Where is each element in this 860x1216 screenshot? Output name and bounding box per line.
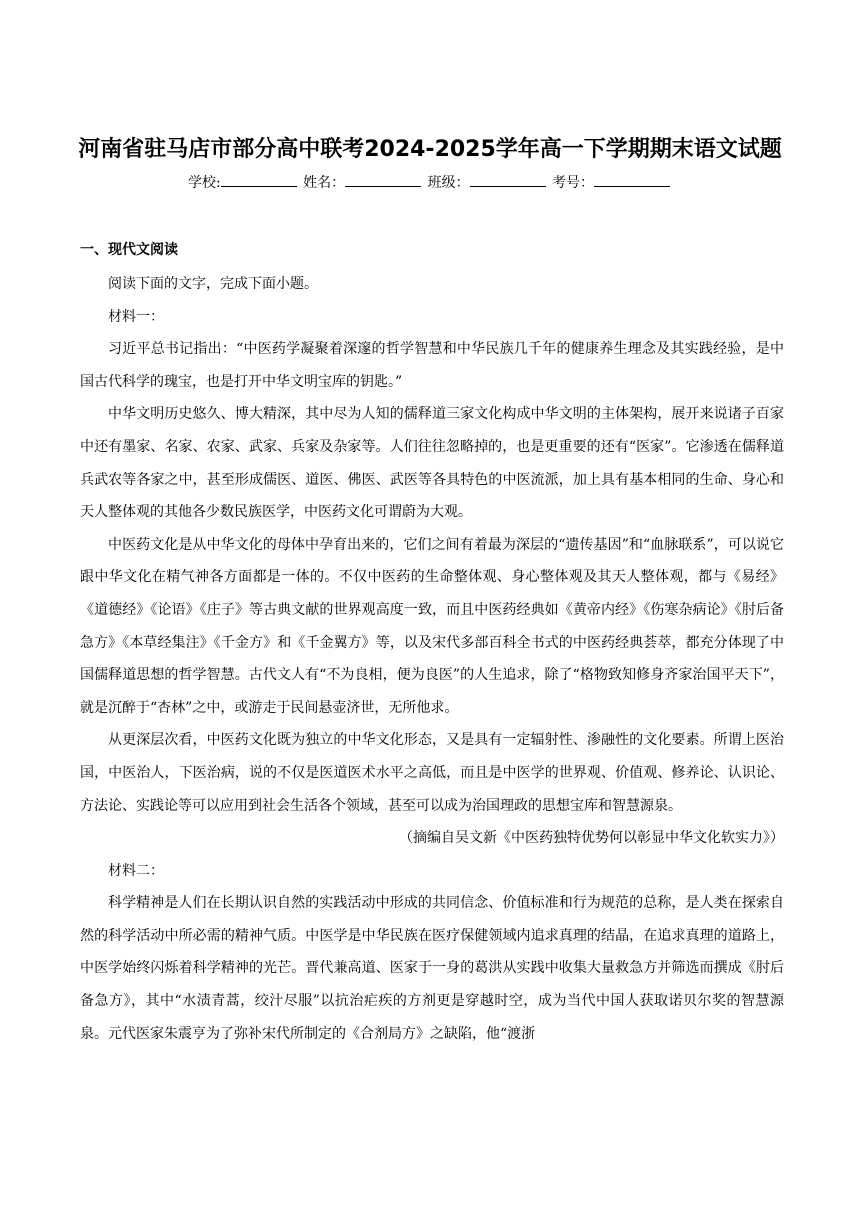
paragraph: 中华文明历史悠久、博大精深，其中尽为人知的儒释道三家文化构成中华文明的主体架构，展开来说诸子百家中还有墨家、名家、农家、武家、兵家及杂家等。人们往往忽略掉的，也是更重要的还有“医家”。它渗透在儒释道兵武农等各家之中，甚至形成儒医、道医、佛医、武医等各具特色的中医流派，加上具有基本相同的生命、身心和天人整体观的其他各少数民族医学，中医药文化可谓蔚为大观。 bbox=[80, 406, 784, 521]
paragraph: 习近平总书记指出：“中医药学凝聚着深邃的哲学智慧和中华民族几千年的健康养生理念及其实践经验，是中国古代科学的瑰宝，也是打开中华文明宝库的钥匙。” bbox=[80, 341, 784, 390]
school-blank[interactable] bbox=[221, 172, 297, 187]
document-title: 河南省驻马店市部分高中联考2024-2025学年高一下学期期末语文试题 bbox=[78, 137, 782, 162]
class-label: 班级： bbox=[427, 175, 470, 191]
exam-number-label: 考号： bbox=[552, 175, 595, 191]
exam-number-blank[interactable] bbox=[594, 172, 670, 187]
source-citation: （摘编自吴文新《中医药独特优势何以彰显中华文化软实力》） bbox=[399, 830, 784, 847]
class-blank[interactable] bbox=[470, 172, 546, 187]
material-two-label: 材料二： bbox=[108, 862, 164, 879]
name-label: 姓名： bbox=[303, 175, 346, 191]
reading-passage bbox=[80, 268, 784, 1050]
paragraph: 从更深层次看，中医药文化既为独立的中华文化形态，又是具有一定辐射性、渗融性的文化要素。所谓上医治国，中医治人，下医治病，说的不仅是医道医术水平之高低，而且是中医学的世界观、价值观、修养论、认识论、方法论、实践论等可以应用到社会生活各个领域，甚至可以成为治国理政的思想宝库和智慧源泉。 bbox=[80, 732, 784, 814]
instruction-paragraph: 阅读下面的文字，完成下面小题。 bbox=[108, 276, 318, 292]
school-label: 学校: bbox=[187, 175, 221, 191]
paragraph: 中医药文化是从中华文化的母体中孕育出来的，它们之间有着最为深层的“遗传基因”和“血脉联系”，可以说它跟中华文化在精气神各方面都是一体的。不仅中医药的生命整体观、身心整体观及其天人整体观，都与《易经》《道德经》《论语》《庄子》等古典文献的世界观高度一致，而且中医药经典如《黄帝内经》《伤寒杂病论》《肘后备急方》《本草经集注》《千金方》和《千金翼方》等，以及宋代多部百科全书式的中医药经典荟萃，都充分体现了中国儒释道思想的哲学智慧。古代文人有“不为良相，便为良医”的人生追求，除了“格物致知修身齐家治国平天下”，就是沉醉于“杏林”之中，或游走于民间悬壶济世，无所他求。 bbox=[80, 536, 784, 716]
student-info-row bbox=[0, 172, 860, 193]
name-blank[interactable] bbox=[345, 172, 421, 187]
material-one-label: 材料一： bbox=[108, 308, 164, 325]
section-heading: 一、现代文阅读 bbox=[80, 242, 178, 258]
paragraph: 科学精神是人们在长期认识自然的实践活动中形成的共同信念、价值标准和行为规范的总称，是人类在探索自然的科学活动中所必需的精神气质。中医学是中华民族在医疗保健领域内追求真理的结晶，在追求真理的道路上，中医学始终闪烁着科学精神的光芒。晋代兼高道、医家于一身的葛洪从实践中收集大量救急方并筛选而撰成《肘后备急方》，其中“水渍青蒿，绞汁尽服”以抗治疟疾的方剂更是穿越时空，成为当代中国人获取诺贝尔奖的智慧源泉。元代医家朱震亨为了弥补宋代所制定的《合剂局方》之缺陷，他“渡浙 bbox=[80, 895, 784, 1042]
